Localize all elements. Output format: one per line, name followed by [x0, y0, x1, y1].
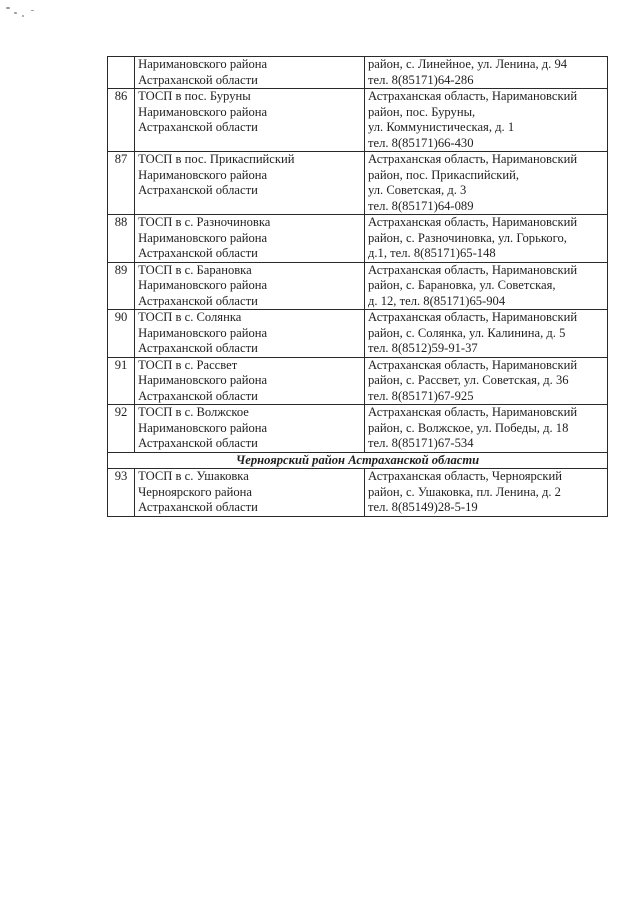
section-row	[108, 452, 608, 469]
office-name-line: ТОСП в с. Барановка	[138, 262, 252, 277]
office-address-line: Астраханская область, Наримановский	[368, 357, 578, 372]
office-name-line: Астраханской области	[138, 293, 258, 308]
office-address-cell	[365, 262, 608, 310]
office-name-cell	[135, 262, 365, 310]
office-name-cell	[135, 215, 365, 263]
office-name-cell	[135, 357, 365, 405]
office-address-line: Астраханская область, Черноярский	[368, 469, 562, 483]
office-address-line: район, с. Линейное, ул. Ленина, д. 94	[368, 57, 568, 71]
table-row	[108, 310, 608, 358]
row-number: 87	[108, 152, 135, 215]
office-name-line: Наримановского района	[138, 420, 268, 435]
office-address-line: район, с. Ушаковка, пл. Ленина, д. 2	[368, 484, 561, 499]
office-name-line: Астраханской области	[138, 246, 258, 260]
row-number: 93	[108, 469, 135, 517]
table-row	[108, 469, 608, 517]
row-number: 90	[108, 310, 135, 358]
office-address-line: тел. 8(85171)67-534	[368, 436, 474, 450]
office-address-line: Астраханская область, Наримановский	[368, 262, 578, 277]
office-name-cell	[135, 152, 365, 215]
office-name-line: ТОСП в с. Солянка	[138, 310, 242, 324]
office-name-line: Астраханской области	[138, 183, 258, 197]
section-title: Черноярский район Астраханской области	[108, 452, 608, 469]
table-row	[108, 405, 608, 453]
scan-speck	[14, 12, 17, 14]
office-name-line: ТОСП в пос. Буруны	[138, 89, 251, 103]
office-name-line: Наримановского района	[138, 104, 268, 119]
offices-table	[107, 56, 608, 517]
office-name-line: ТОСП в с. Волжское	[138, 405, 249, 419]
row-number: 86	[108, 89, 135, 152]
office-address-line: Астраханская область, Наримановский	[368, 310, 578, 324]
offices-table-body	[108, 57, 608, 517]
office-address-line: ул. Коммунистическая, д. 1	[368, 120, 515, 134]
office-address-line: район, с. Разночиновка, ул. Горького,	[368, 230, 567, 245]
office-address-line: тел. 8(85171)64-286	[368, 72, 474, 87]
office-name-line: Астраханской области	[138, 500, 258, 514]
table-row	[108, 357, 608, 405]
office-address-cell	[365, 310, 608, 358]
office-address-cell	[365, 57, 608, 89]
office-name-line: Наримановского района	[138, 278, 268, 292]
table-row	[108, 89, 608, 152]
row-number: 88	[108, 215, 135, 263]
table-row	[108, 57, 608, 89]
office-address-line: ул. Советская, д. 3	[368, 183, 467, 197]
office-address-line: район, с. Рассвет, ул. Советская, д. 36	[368, 373, 569, 387]
office-name-line: Астраханской области	[138, 388, 258, 403]
office-address-line: тел. 8(85171)64-089	[368, 198, 474, 213]
office-name-line: Астраханской области	[138, 341, 258, 355]
office-name-line: Наримановского района	[138, 230, 268, 245]
office-address-line: Астраханская область, Наримановский	[368, 405, 578, 419]
office-address-line: Астраханская область, Наримановский	[368, 152, 578, 166]
office-name-line: Наримановского района	[138, 167, 268, 182]
scan-speck	[6, 7, 10, 9]
office-name-line: Астраханской области	[138, 72, 258, 87]
office-name-line: ТОСП в пос. Прикаспийский	[138, 152, 295, 166]
table-row	[108, 215, 608, 263]
office-address-line: тел. 8(85171)66-430	[368, 135, 474, 150]
office-name-line: ТОСП в с. Разночиновка	[138, 215, 271, 229]
office-address-line: Астраханская область, Наримановский	[368, 215, 578, 229]
office-address-line: район, с. Волжское, ул. Победы, д. 18	[368, 420, 569, 435]
office-address-cell	[365, 469, 608, 517]
office-address-line: район, пос. Буруны,	[368, 104, 476, 119]
office-address-line: Астраханская область, Наримановский	[368, 89, 578, 103]
office-name-cell	[135, 469, 365, 517]
row-number: 91	[108, 357, 135, 405]
office-address-line: район, с. Барановка, ул. Советская,	[368, 278, 556, 292]
office-address-cell	[365, 405, 608, 453]
office-name-line: Астраханской области	[138, 120, 258, 134]
scan-speck	[22, 15, 24, 17]
office-address-cell	[365, 357, 608, 405]
office-address-line: тел. 8(85171)67-925	[368, 388, 474, 403]
office-name-line: Черноярского района	[138, 484, 252, 499]
table-row	[108, 262, 608, 310]
scan-speck	[31, 10, 34, 11]
office-address-line: д. 12, тел. 8(85171)65-904	[368, 293, 506, 308]
office-name-line: Астраханской области	[138, 436, 258, 450]
office-address-cell	[365, 215, 608, 263]
office-name-cell	[135, 57, 365, 89]
office-name-cell	[135, 405, 365, 453]
office-name-line: Наримановского района	[138, 57, 268, 71]
office-name-cell	[135, 310, 365, 358]
office-name-line: ТОСП в с. Ушаковка	[138, 469, 249, 483]
office-address-line: тел. 8(85149)28-5-19	[368, 500, 478, 514]
row-number	[108, 57, 135, 89]
table-row	[108, 152, 608, 215]
office-address-cell	[365, 152, 608, 215]
office-name-line: Наримановского района	[138, 373, 268, 387]
office-address-line: д.1, тел. 8(85171)65-148	[368, 246, 496, 260]
row-number: 92	[108, 405, 135, 453]
office-address-line: район, с. Солянка, ул. Калинина, д. 5	[368, 325, 566, 340]
office-address-line: тел. 8(8512)59-91-37	[368, 341, 478, 355]
row-number: 89	[108, 262, 135, 310]
office-name-line: Наримановского района	[138, 325, 268, 340]
office-address-cell	[365, 89, 608, 152]
office-address-line: район, пос. Прикаспийский,	[368, 167, 519, 182]
office-name-line: ТОСП в с. Рассвет	[138, 357, 238, 372]
office-name-cell	[135, 89, 365, 152]
